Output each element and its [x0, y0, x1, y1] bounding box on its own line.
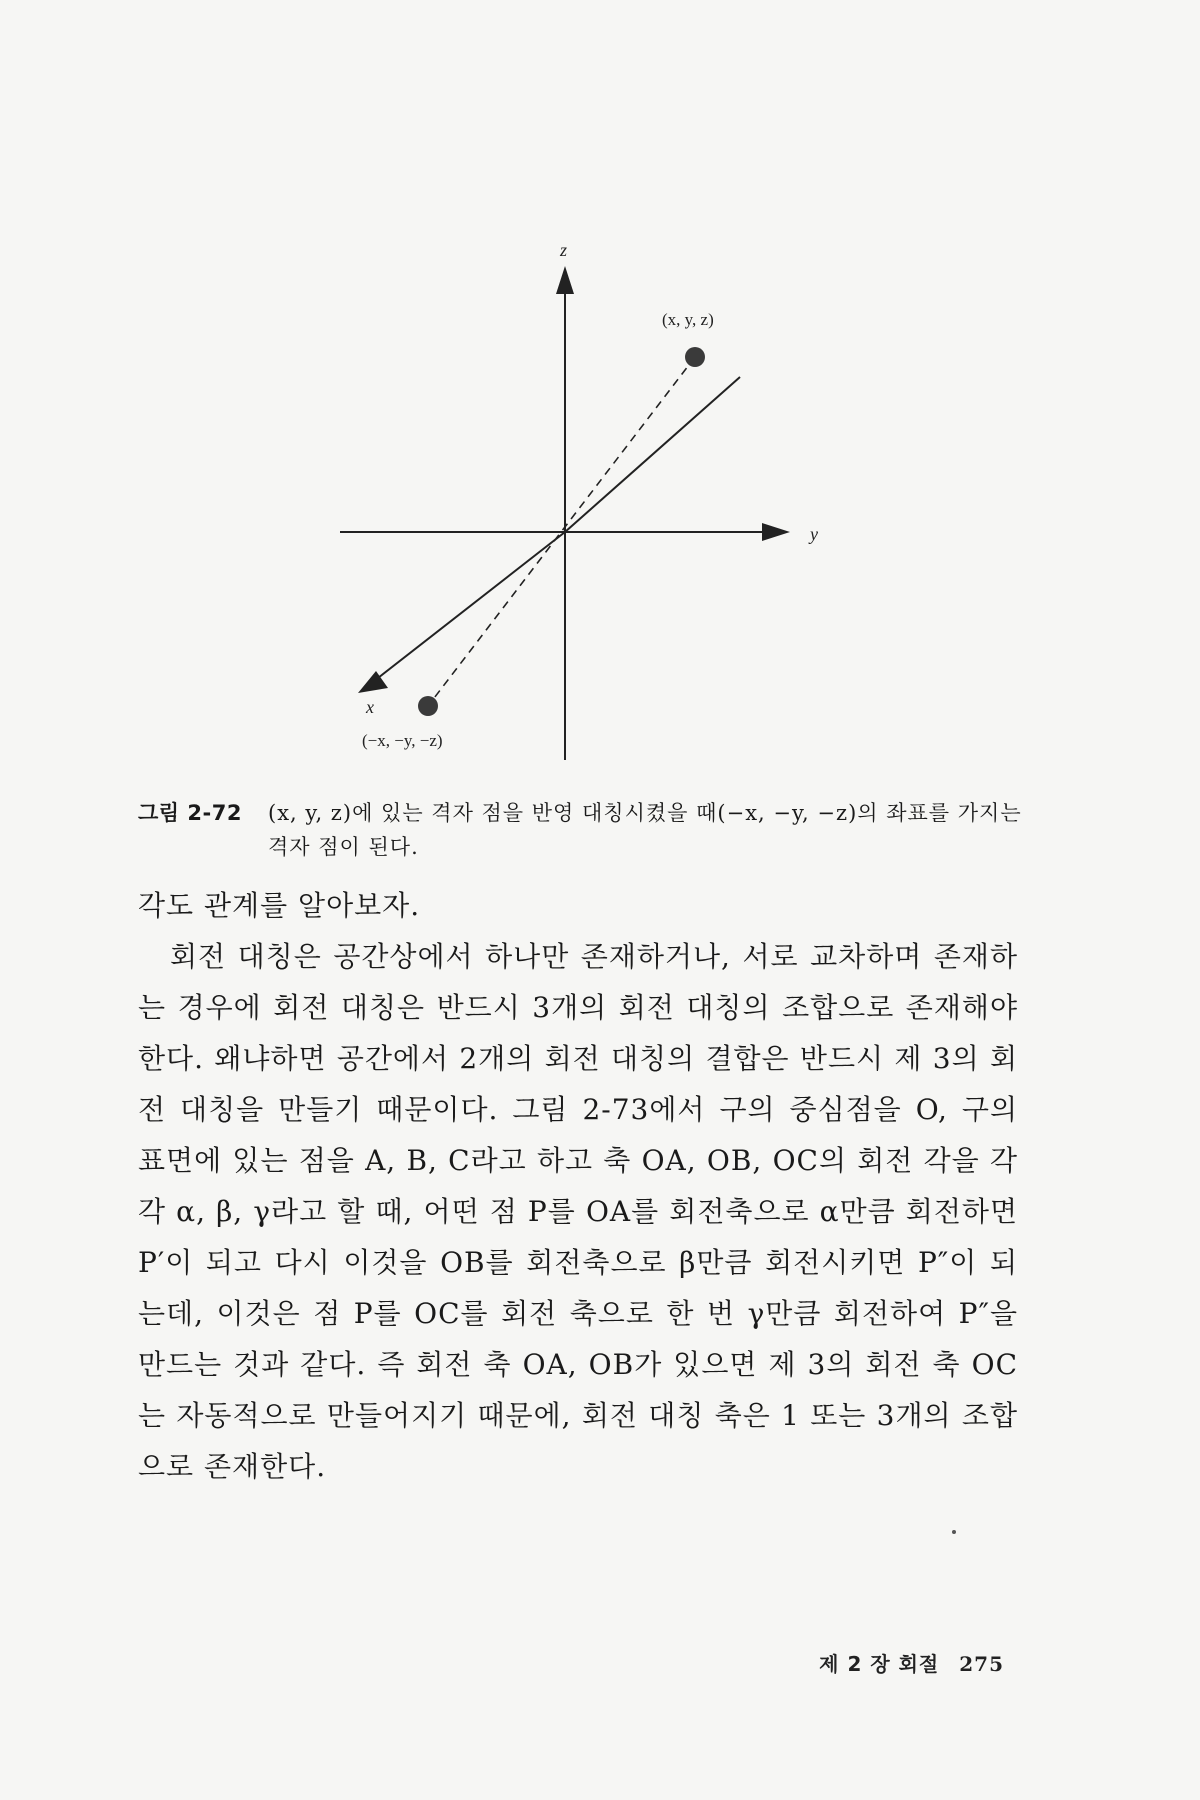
point-top-label: (x, y, z): [662, 310, 714, 329]
paragraph-2: 회전 대칭은 공간상에서 하나만 존재하거나, 서로 교차하며 존재하는 경우에 회전 대칭은 반드시 3개의 회전 대칭의 조합으로 존재해야 한다. 왜냐하면 공간에서 2개의 회전 대칭의 결합은 반드시 제 3의 회전 대칭을 만들기 때문이다. 그림 2-73에서 구의 중심점을 O, 구의 표면에 있는 점을 A, B, C라고 하고 축 OA, OB, OC의 회전 각을 각각 α, β, γ라고 할 때, 어떤 점 P를 OA를 회전축으로 α만큼 회전하면 P′이 되고 다시 이것을 OB를 회전축으로 β만큼 회전시키면 P″이 되는데, 이것은 점 P를 OC를 회전 축으로 한 번 γ만큼 회전하여 P″을 만드는 것과 같다. 즉 회전 축 OA, OB가 있으면 제 3의 회전 축 OC는 자동적으로 만들어지기 때문에, 회전 대칭 축은 1 또는 3개의 조합으로 존재한다.: [138, 940, 1018, 1483]
chapter-title: 제 2 장 회절: [819, 1652, 940, 1676]
point-top: [685, 347, 705, 367]
y-axis-label: y: [810, 524, 818, 544]
z-axis-arrow: [556, 266, 574, 294]
body-text: [138, 880, 1018, 1492]
page-number: 275: [959, 1652, 1004, 1676]
y-axis-arrow: [762, 523, 790, 541]
caption-text: (x, y, z)에 있는 격자 점을 반영 대칭시켰을 때(−x, −y, −z)의 좌표를 가지는 격자 점이 된다.: [268, 801, 1022, 859]
point-bottom-label: (−x, −y, −z): [362, 731, 443, 750]
x-axis-lower: [378, 532, 565, 678]
page-footer: [819, 1648, 1004, 1677]
caption-label: 그림 2-72: [138, 801, 242, 825]
z-axis-label: z: [560, 240, 568, 260]
figure-2-72: [320, 240, 840, 780]
inversion-symmetry-diagram: [320, 240, 840, 780]
paragraph-1: 각도 관계를 알아보자.: [138, 889, 421, 922]
x-axis-upper: [565, 377, 740, 532]
x-axis-label: x: [366, 697, 374, 717]
point-bottom: [418, 696, 438, 716]
stray-mark: [952, 1530, 956, 1534]
